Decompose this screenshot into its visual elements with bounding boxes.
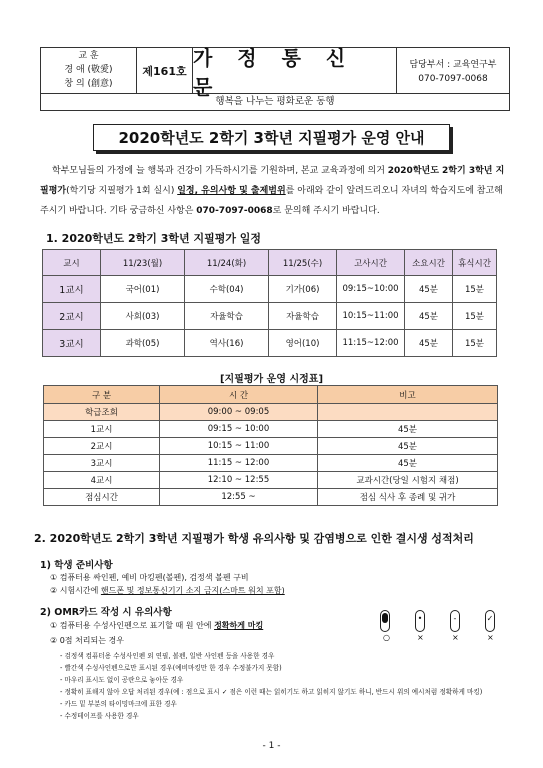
table-cell: 10:15 ~ 11:00 [160, 438, 318, 455]
omr-item-underline: 정확하게 마킹 [214, 621, 264, 630]
table-row [43, 330, 497, 357]
timetable [43, 385, 498, 506]
omr-note: - 검정색 컴퓨터용 수성사인펜 외 연필, 볼펜, 일반 사인펜 등을 사용한 경우 [60, 652, 275, 660]
table-cell: 점심시간 [44, 489, 160, 506]
table-cell: 15분 [453, 330, 497, 357]
table-cell: 학급조회 [44, 404, 160, 421]
omr-note: - 마우리 표시도 없이 공란으로 놓아둔 경우 [60, 676, 184, 684]
header-cell: 고사시간 [337, 250, 405, 276]
section-1-heading: 1. 2020학년도 2학기 3학년 지필평가 일정 [46, 232, 262, 245]
table-cell: 점심 식사 후 종례 및 귀가 [318, 489, 498, 506]
newsletter-title: 가 정 통 신 문 [193, 48, 397, 93]
period-cell: 3교시 [43, 330, 101, 357]
marking-examples [380, 610, 500, 640]
table-cell: 10:15~11:00 [337, 303, 405, 330]
intro-paragraph [40, 161, 510, 221]
table-cell: 45분 [405, 330, 453, 357]
table-cell: 4교시 [44, 472, 160, 489]
exam-schedule-table [42, 249, 497, 357]
table-cell: 2교시 [44, 438, 160, 455]
omr-item: ② 0점 처리되는 경우 [50, 636, 124, 645]
table-cell: 45분 [405, 303, 453, 330]
table-cell: 국어(01) [101, 276, 185, 303]
intro-text: 학부모님들의 가정에 늘 행복과 건강이 가득하시기를 기원하며, 본교 교육과정에 의거 [52, 166, 388, 176]
table-row [44, 421, 498, 438]
x-mark-icon: × [417, 633, 424, 642]
intro-phone: 070-7097-0068 [196, 206, 273, 216]
page-number: - 1 - [262, 741, 281, 751]
filled-bubble-icon [380, 610, 390, 632]
contact-info [397, 48, 509, 93]
x-mark-icon: × [487, 633, 494, 642]
table-row [43, 303, 497, 330]
period-cell: 2교시 [43, 303, 101, 330]
header-cell: 비고 [318, 386, 498, 404]
omr-note: - 정확히 표해지 않아 오답 처리된 경우(예 : 점으로 표시 ✓ 점은 이런 때는 읽히기도 하고 읽히지 않기도 하니, 반드시 위의 예시처럼 정확하게 마킹) [60, 688, 483, 696]
table-cell: 사회(03) [101, 303, 185, 330]
prep-heading: 1) 학생 준비사항 [40, 560, 113, 571]
page-title: 2020학년도 2학기 3학년 지필평가 운영 안내 [93, 124, 450, 151]
prep-item-text: ② 시험시간에 [50, 586, 101, 595]
header-cell: 11/23(월) [101, 250, 185, 276]
circle-mark-icon: ○ [383, 633, 390, 642]
table-cell: 09:15 ~ 10:00 [160, 421, 318, 438]
table-cell: 11:15 ~ 12:00 [160, 455, 318, 472]
omr-note: - 빨간색 수성사인펜으로만 표시된 경우(예비마킹만 한 경우 수정불가지 못함) [60, 664, 282, 672]
header-cell: 휴식시간 [453, 250, 497, 276]
omr-note: - 수정테이프를 사용한 경우 [60, 712, 139, 720]
check-mark: ✓ [486, 614, 494, 623]
table-cell: 09:00 ~ 09:05 [160, 404, 318, 421]
newsletter-header [40, 45, 510, 99]
table-cell: 기가(06) [269, 276, 337, 303]
motto-line: 경 애 (敬愛) [64, 64, 113, 75]
school-motto [41, 48, 137, 93]
table-row [43, 276, 497, 303]
table-row [44, 455, 498, 472]
table-cell: 3교시 [44, 455, 160, 472]
intro-text: 로 문의해 주시기 바랍니다. [272, 206, 380, 216]
phone-number: 070-7097-0068 [418, 74, 488, 84]
intro-text: 를 아래와 같이 알려드리오니 자녀의 학습지도에 참고해 주시기 바랍니다. 기타 궁금하신 사항은 [40, 186, 503, 216]
table-cell: 45분 [318, 421, 498, 438]
omr-heading: 2) OMR카드 작성 시 유의사항 [40, 607, 172, 618]
motto-line: 교 훈 [78, 51, 99, 62]
table-row [44, 489, 498, 506]
motto-line: 창 의 (創意) [64, 78, 113, 89]
header-cell: 소요시간 [405, 250, 453, 276]
table-header-row [43, 250, 497, 276]
prep-item: ① 컴퓨터용 싸인펜, 예비 마킹펜(볼펜), 검정색 볼펜 구비 [50, 573, 249, 582]
table-cell: 12:55 ~ [160, 489, 318, 506]
slogan: 행복을 나누는 평화로운 동행 [40, 94, 510, 111]
header-cell: 시 간 [160, 386, 318, 404]
header-cell: 교시 [43, 250, 101, 276]
table-cell: 자율학습 [185, 303, 269, 330]
prep-item [50, 585, 285, 596]
table-cell: 수학(04) [185, 276, 269, 303]
table-cell: 11:15~12:00 [337, 330, 405, 357]
table-cell: 영어(10) [269, 330, 337, 357]
prep-item-underline: 핸드폰 및 정보통신기기 소지 금지(스마트 워치 포함) [100, 586, 285, 595]
table-cell: 과학(05) [101, 330, 185, 357]
table-cell: 교과시간(당일 시험지 채점) [318, 472, 498, 489]
issue-number: 제161호 [137, 48, 193, 93]
table-cell: 15분 [453, 276, 497, 303]
table-cell: 15분 [453, 303, 497, 330]
header-cell: 구 분 [44, 386, 160, 404]
table-cell: 자율학습 [269, 303, 337, 330]
table-cell: 45분 [318, 438, 498, 455]
header-cell: 11/24(화) [185, 250, 269, 276]
table-cell: 역사(16) [185, 330, 269, 357]
table-row [44, 404, 498, 421]
check-bubble-icon [485, 610, 495, 632]
table-row [44, 438, 498, 455]
table-row [44, 472, 498, 489]
omr-item [50, 620, 263, 631]
table-header-row [44, 386, 498, 404]
x-mark-icon: × [452, 633, 459, 642]
intro-underline: 일정, 유의사항 및 출제범위 [177, 186, 286, 196]
department: 담당부서 : 교육연구부 [409, 60, 497, 70]
omr-note: - 카드 밑 부분의 타이밍마크에 표한 경우 [60, 700, 177, 708]
table-cell [318, 404, 498, 421]
period-cell: 1교시 [43, 276, 101, 303]
omr-item-text: ① 컴퓨터용 수성사인펜으로 표기할 때 원 안에 [50, 621, 215, 630]
intro-bold: 2020학년도 2학기 3학년 지필평가 [40, 166, 505, 196]
table-cell: 09:15~10:00 [337, 276, 405, 303]
intro-text: (학기당 지필평가 1회 실시) [66, 186, 178, 196]
table-cell: 45분 [405, 276, 453, 303]
timetable-caption: [지필평가 운영 시정표] [219, 374, 324, 385]
dot-bubble-icon: • [415, 610, 425, 632]
section-2-heading: 2. 2020학년도 2학기 3학년 지필평가 학생 유의사항 및 감염병으로 인한 결시생 성적처리 [34, 532, 474, 545]
table-cell: 12:10 ~ 12:55 [160, 472, 318, 489]
table-cell: 45분 [318, 455, 498, 472]
line-bubble-icon: - [450, 610, 460, 632]
table-cell: 1교시 [44, 421, 160, 438]
header-cell: 11/25(수) [269, 250, 337, 276]
